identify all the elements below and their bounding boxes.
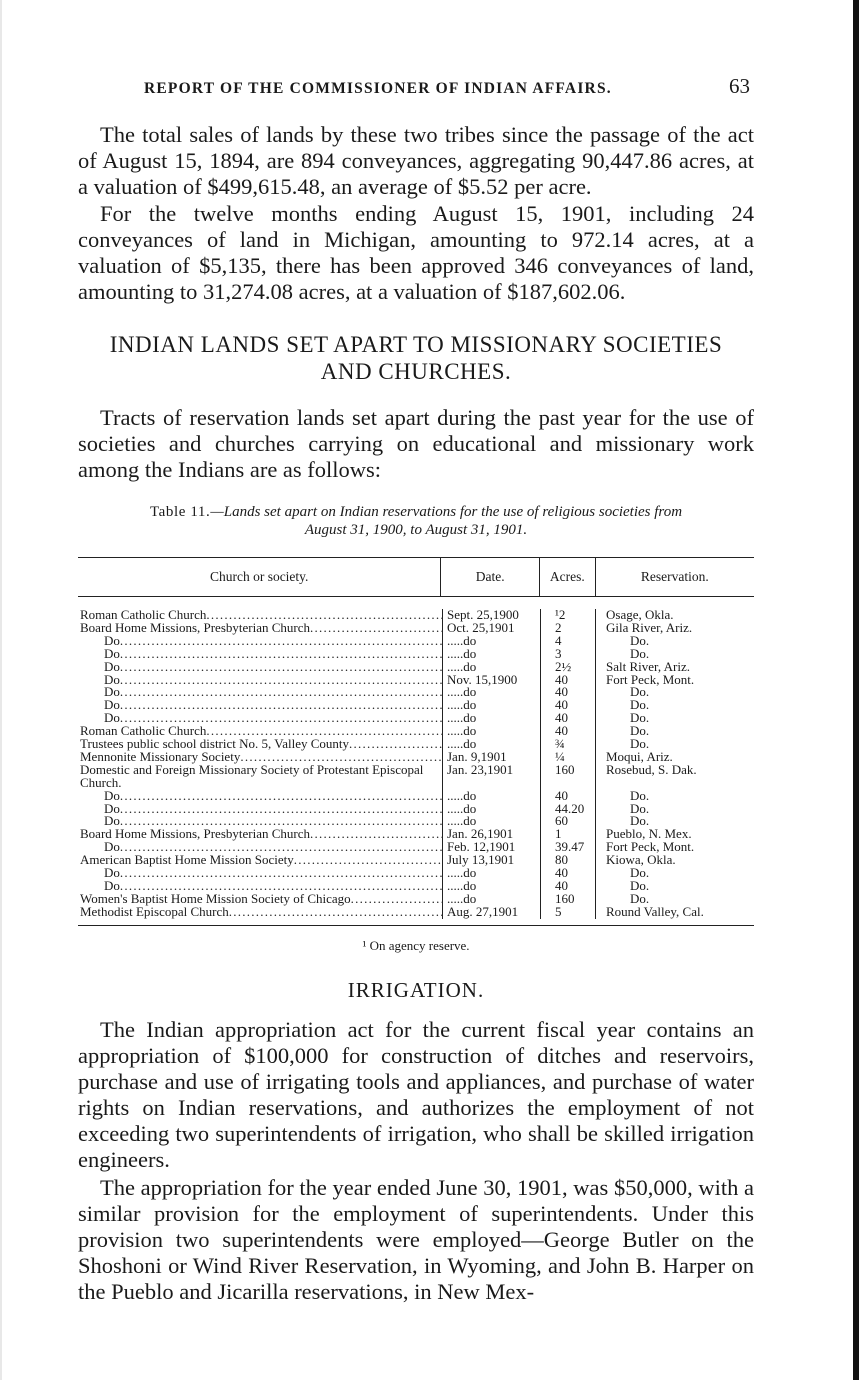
cell-reservation: Do. bbox=[595, 867, 754, 880]
cell-acres: 40 bbox=[540, 790, 595, 803]
table-row bbox=[78, 686, 754, 699]
cell-date: .....do bbox=[442, 867, 540, 880]
table-row bbox=[78, 815, 754, 828]
cell-reservation: Moqui, Ariz. bbox=[595, 751, 754, 764]
table-body bbox=[78, 597, 754, 925]
cell-acres: 2 bbox=[540, 622, 595, 635]
cell-acres: 5 bbox=[540, 906, 595, 919]
cell-reservation: Do. bbox=[595, 686, 754, 699]
cell-date: .....do bbox=[442, 686, 540, 699]
cell-reservation: Do. bbox=[595, 699, 754, 712]
cell-reservation: Fort Peck, Mont. bbox=[595, 841, 754, 854]
cell-church: American Baptist Home Mission Society bbox=[80, 854, 294, 868]
lands-table bbox=[78, 557, 754, 926]
cell-acres: 40 bbox=[540, 725, 595, 738]
section-heading-line1: INDIAN LANDS SET APART TO MISSIONARY SOCIETIES bbox=[109, 332, 723, 357]
cell-reservation: Do. bbox=[595, 635, 754, 648]
table-row bbox=[78, 648, 754, 661]
table-row bbox=[78, 661, 754, 674]
cell-acres: ¾ bbox=[540, 738, 595, 751]
running-header bbox=[78, 72, 754, 102]
cell-reservation: Osage, Okla. bbox=[595, 609, 754, 622]
cell-date: .....do bbox=[442, 712, 540, 725]
cell-acres: 40 bbox=[540, 867, 595, 880]
cell-acres: 80 bbox=[540, 854, 595, 867]
table-header-row bbox=[78, 558, 754, 596]
cell-acres: ¹2 bbox=[540, 609, 595, 622]
cell-acres: 4 bbox=[540, 635, 595, 648]
cell-reservation: Gila River, Ariz. bbox=[595, 622, 754, 635]
cell-reservation: Fort Peck, Mont. bbox=[595, 674, 754, 687]
cell-church: Do bbox=[104, 686, 120, 700]
cell-acres: 2½ bbox=[540, 661, 595, 674]
cell-date: .....do bbox=[442, 790, 540, 803]
cell-reservation: Do. bbox=[595, 790, 754, 803]
table-row bbox=[78, 893, 754, 906]
cell-acres: 40 bbox=[540, 699, 595, 712]
cell-acres: 40 bbox=[540, 674, 595, 687]
cell-church: Do bbox=[104, 867, 120, 881]
cell-date: Jan. 9,1901 bbox=[442, 751, 540, 764]
irrigation-heading: IRRIGATION. bbox=[347, 977, 485, 1002]
cell-date: Jan. 26,1901 bbox=[442, 828, 540, 841]
cell-date: Feb. 12,1901 bbox=[442, 841, 540, 854]
cell-reservation: Pueblo, N. Mex. bbox=[595, 828, 754, 841]
column-header-date: Date. bbox=[440, 558, 539, 596]
table-row bbox=[78, 867, 754, 880]
cell-date: .....do bbox=[442, 661, 540, 674]
cell-church: Board Home Missions, Presbyterian Church bbox=[80, 828, 311, 842]
table-row bbox=[78, 674, 754, 687]
table-row bbox=[78, 738, 754, 751]
cell-date: .....do bbox=[442, 699, 540, 712]
paragraph-land-sales-total: The total sales of lands by these two tribes since the passage of the act of August 15, 1894, are 894 conveyances, aggregating 90,447.86 acres, at a valuation of $499,615.48, an average of $5.52 per acre. bbox=[78, 122, 754, 199]
cell-reservation: Do. bbox=[595, 725, 754, 738]
paragraph-land-sales-year: For the twelve months ending August 15, 1901, including 24 conveyances of land in Michigan, amounting to 972.14 acres, at a valuation of $5,135, there has been approved 346 conveyances of land, amounting to 31,274.08 acres, at a valuation of $187,602.06. bbox=[78, 201, 754, 304]
cell-date: .....do bbox=[442, 635, 540, 648]
cell-acres: 3 bbox=[540, 648, 595, 661]
table-row bbox=[78, 712, 754, 725]
cell-date: Oct. 25,1901 bbox=[442, 622, 540, 635]
cell-acres: 44.20 bbox=[540, 803, 595, 816]
cell-reservation: Kiowa, Okla. bbox=[595, 854, 754, 867]
cell-acres: 60 bbox=[540, 815, 595, 828]
cell-church: Do bbox=[104, 699, 120, 713]
cell-reservation: Do. bbox=[595, 648, 754, 661]
cell-reservation: Round Valley, Cal. bbox=[595, 906, 754, 919]
cell-acres: 40 bbox=[540, 880, 595, 893]
table-row bbox=[78, 906, 754, 919]
cell-date: .....do bbox=[442, 880, 540, 893]
cell-date: .....do bbox=[442, 648, 540, 661]
cell-reservation: Do. bbox=[595, 880, 754, 893]
cell-acres: 40 bbox=[540, 712, 595, 725]
page-number: 63 bbox=[729, 74, 750, 98]
cell-acres: 160 bbox=[540, 764, 595, 790]
cell-church: Women's Baptist Home Mission Society of Chicago bbox=[80, 892, 351, 906]
table-row bbox=[78, 751, 754, 764]
cell-date: .....do bbox=[442, 815, 540, 828]
cell-reservation: Salt River, Ariz. bbox=[595, 661, 754, 674]
cell-date: Jan. 23,1901 bbox=[442, 764, 540, 790]
cell-church: Roman Catholic Church bbox=[80, 609, 207, 622]
page-edge-right bbox=[853, 0, 859, 1380]
cell-church: Domestic and Foreign Missionary Society of Protestant Episcopal Church. bbox=[80, 763, 424, 790]
table-row bbox=[78, 635, 754, 648]
cell-reservation: Do. bbox=[595, 712, 754, 725]
cell-date: Sept. 25,1900 bbox=[442, 609, 540, 622]
cell-church: Board Home Missions, Presbyterian Church bbox=[80, 621, 311, 635]
cell-acres: 39.47 bbox=[540, 841, 595, 854]
cell-date: .....do bbox=[442, 803, 540, 816]
table-row bbox=[78, 790, 754, 803]
cell-church: Do bbox=[104, 802, 120, 816]
cell-date: July 13,1901 bbox=[442, 854, 540, 867]
cell-acres: 1 bbox=[540, 828, 595, 841]
paragraph-appropriation-act: The Indian appropriation act for the current fiscal year contains an appropriation of $100,000 for construction of ditches and reservoirs, purchase and use of irrigating tools and appliances, and purchase of water rights on Indian reservations, and authorizes the employment of not exceeding two superintendents of irrigation, who shall be skilled irrigation engineers. bbox=[78, 1016, 754, 1172]
cell-date: .....do bbox=[442, 738, 540, 751]
cell-church: Do bbox=[104, 712, 120, 726]
paragraph-tracts-intro: Tracts of reservation lands set apart during the past year for the use of societies and churches carrying on educational and missionary work among the Indians are as follows: bbox=[78, 405, 754, 482]
table-row bbox=[78, 854, 754, 867]
cell-reservation: Do. bbox=[595, 893, 754, 906]
table-caption-line2: August 31, 1900, to August 31, 1901. bbox=[304, 522, 528, 538]
cell-church: Mennonite Missionary Society bbox=[80, 750, 241, 764]
table-row bbox=[78, 609, 754, 622]
table-footnote: ¹ On agency reserve. bbox=[362, 937, 470, 953]
cell-acres: 40 bbox=[540, 686, 595, 699]
cell-date: .....do bbox=[442, 893, 540, 906]
cell-church: Do bbox=[104, 673, 120, 687]
table-row bbox=[78, 803, 754, 816]
table-bottom-rule bbox=[78, 925, 754, 926]
table-row bbox=[78, 841, 754, 854]
cell-church: Do bbox=[104, 815, 120, 829]
table-row bbox=[78, 725, 754, 738]
column-header-reservation: Reservation. bbox=[595, 558, 754, 596]
cell-church: Roman Catholic Church bbox=[80, 725, 207, 739]
table-row bbox=[78, 764, 754, 790]
table-row bbox=[78, 880, 754, 893]
cell-church: Do bbox=[104, 647, 120, 661]
cell-date: Nov. 15,1900 bbox=[442, 674, 540, 687]
cell-church: Do bbox=[104, 880, 120, 893]
table-caption-line1: —Lands set apart on Indian reservations for the use of religious societies from bbox=[210, 504, 683, 520]
cell-church: Do bbox=[104, 789, 120, 803]
paragraph-appropriation-1901: The appropriation for the year ended June 30, 1901, was $50,000, with a similar provision for the employment of superintendents. Under this provision two superintendents were employed—George Butler on the Shoshoni or Wind River Reservation, in Wyoming, and John B. Harper on the Pueblo and Jicarilla reservations, in New Mex- bbox=[78, 1174, 754, 1304]
document-page bbox=[78, 72, 754, 1305]
cell-church: Methodist Episcopal Church bbox=[80, 905, 229, 919]
table-caption-label: Table 11. bbox=[149, 504, 211, 520]
page-edge-left bbox=[0, 0, 2, 1380]
cell-date: Aug. 27,1901 bbox=[442, 906, 540, 919]
table-row bbox=[78, 622, 754, 635]
cell-reservation: Do. bbox=[595, 815, 754, 828]
cell-acres: ¼ bbox=[540, 751, 595, 764]
header-title: REPORT OF THE COMMISSIONER OF INDIAN AFFAIRS. bbox=[144, 80, 612, 97]
column-header-acres: Acres. bbox=[539, 558, 595, 596]
cell-church: Do bbox=[104, 660, 120, 674]
cell-reservation: Do. bbox=[595, 738, 754, 751]
section-heading bbox=[78, 331, 754, 385]
table-caption bbox=[78, 503, 754, 539]
table-row bbox=[78, 699, 754, 712]
cell-church: Do bbox=[104, 841, 120, 855]
cell-church: Do bbox=[104, 634, 120, 648]
cell-church: Trustees public school district No. 5, Valley County bbox=[80, 738, 350, 751]
table-row bbox=[78, 828, 754, 841]
section-heading-line2: AND CHURCHES. bbox=[320, 359, 512, 384]
cell-reservation: Do. bbox=[595, 803, 754, 816]
cell-reservation: Rosebud, S. Dak. bbox=[595, 764, 754, 790]
column-header-church: Church or society. bbox=[209, 569, 309, 584]
cell-date: .....do bbox=[442, 725, 540, 738]
cell-acres: 160 bbox=[540, 893, 595, 906]
